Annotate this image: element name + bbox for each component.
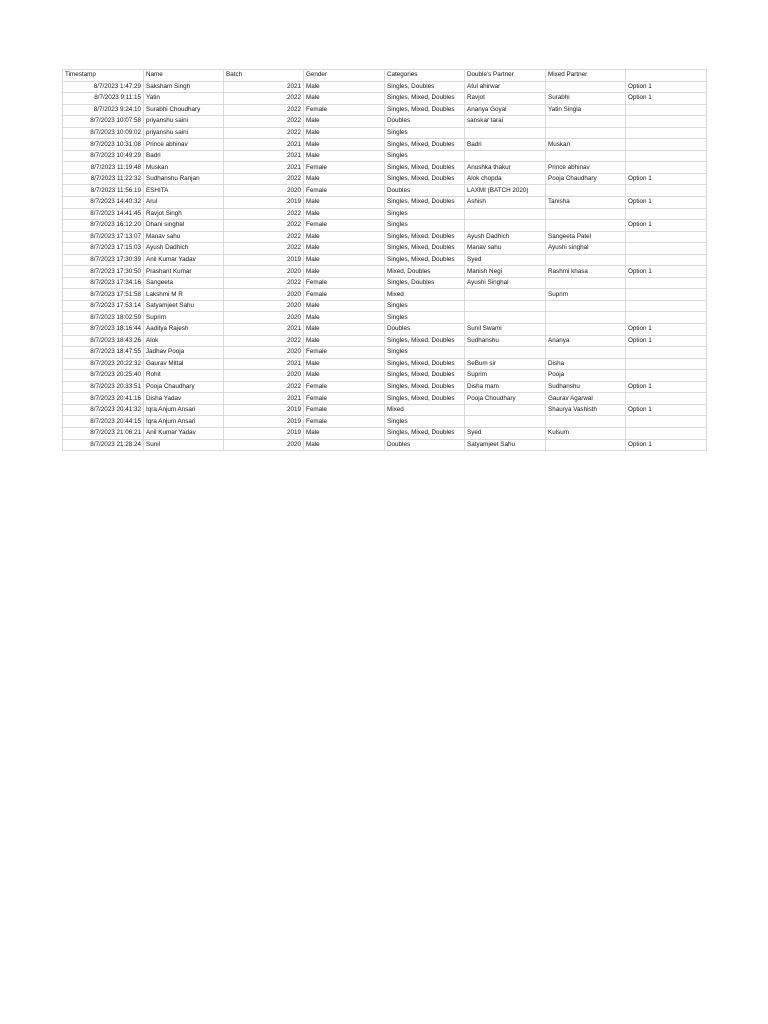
cell-doubles-partner: Ananya Goyal — [465, 104, 546, 116]
cell-doubles-partner — [465, 220, 546, 232]
cell-timestamp: 8/7/2023 18:47:55 — [63, 347, 144, 359]
table-row — [63, 150, 707, 162]
cell-batch: 2021 — [224, 139, 304, 151]
cell-name: Ravjot Singh — [144, 208, 224, 220]
cell-option: Option 1 — [626, 197, 707, 209]
cell-option — [626, 370, 707, 382]
cell-doubles-partner — [465, 312, 546, 324]
cell-name: Dhani singhal — [144, 220, 224, 232]
cell-gender: Male — [304, 324, 385, 336]
cell-timestamp: 8/7/2023 10:31:08 — [63, 139, 144, 151]
cell-option — [626, 427, 707, 439]
cell-categories: Mixed — [385, 404, 465, 416]
cell-timestamp: 8/7/2023 11:19:48 — [63, 162, 144, 174]
cell-doubles-partner — [465, 150, 546, 162]
cell-doubles-partner — [465, 300, 546, 312]
cell-timestamp: 8/7/2023 20:33:51 — [63, 381, 144, 393]
table-row — [63, 81, 707, 93]
cell-option — [626, 312, 707, 324]
cell-batch: 2020 — [224, 370, 304, 382]
cell-categories: Singles — [385, 150, 465, 162]
cell-categories: Singles, Mixed, Doubles — [385, 93, 465, 105]
cell-batch: 2022 — [224, 127, 304, 139]
cell-gender: Male — [304, 173, 385, 185]
cell-mixed-partner: Pooja Chaudhary — [546, 173, 626, 185]
cell-mixed-partner — [546, 277, 626, 289]
cell-name: Anil Kumar Yadav — [144, 427, 224, 439]
cell-option: Option 1 — [626, 335, 707, 347]
cell-timestamp: 8/7/2023 20:41:32 — [63, 404, 144, 416]
cell-gender: Female — [304, 277, 385, 289]
cell-timestamp: 8/7/2023 21:28:24 — [63, 439, 144, 451]
cell-doubles-partner: Satyamjeet Sahu — [465, 439, 546, 451]
cell-doubles-partner: sanskar tarai — [465, 116, 546, 128]
cell-timestamp: 8/7/2023 17:30:50 — [63, 266, 144, 278]
cell-gender: Female — [304, 416, 385, 428]
cell-categories: Singles, Doubles — [385, 81, 465, 93]
cell-mixed-partner: Ananya — [546, 335, 626, 347]
cell-option — [626, 289, 707, 301]
cell-batch: 2022 — [224, 231, 304, 243]
header-gender: Gender — [304, 70, 385, 82]
table-row — [63, 404, 707, 416]
cell-gender: Male — [304, 116, 385, 128]
table-row — [63, 266, 707, 278]
cell-timestamp: 8/7/2023 20:44:15 — [63, 416, 144, 428]
cell-mixed-partner — [546, 347, 626, 359]
cell-timestamp: 8/7/2023 18:43:26 — [63, 335, 144, 347]
cell-mixed-partner — [546, 416, 626, 428]
table-row — [63, 197, 707, 209]
cell-gender: Male — [304, 139, 385, 151]
cell-name: Gaurav Mittal — [144, 358, 224, 370]
cell-batch: 2022 — [224, 381, 304, 393]
cell-gender: Male — [304, 335, 385, 347]
cell-mixed-partner — [546, 254, 626, 266]
cell-option — [626, 231, 707, 243]
cell-doubles-partner: Ayush Dadhich — [465, 231, 546, 243]
cell-name: Alok — [144, 335, 224, 347]
cell-name: Ayush Dadhich — [144, 243, 224, 255]
cell-mixed-partner: Disha — [546, 358, 626, 370]
cell-batch: 2022 — [224, 173, 304, 185]
cell-categories: Singles, Mixed, Doubles — [385, 104, 465, 116]
cell-categories: Singles — [385, 220, 465, 232]
cell-categories: Singles — [385, 127, 465, 139]
cell-categories: Singles, Mixed, Doubles — [385, 162, 465, 174]
cell-option: Option 1 — [626, 404, 707, 416]
cell-batch: 2022 — [224, 104, 304, 116]
cell-timestamp: 8/7/2023 17:53:14 — [63, 300, 144, 312]
cell-mixed-partner: Sangeeta Patel — [546, 231, 626, 243]
cell-gender: Male — [304, 150, 385, 162]
sheet-body — [63, 70, 707, 451]
cell-batch: 2021 — [224, 162, 304, 174]
cell-batch: 2019 — [224, 404, 304, 416]
cell-name: Prince abhinav — [144, 139, 224, 151]
cell-option — [626, 162, 707, 174]
cell-mixed-partner: Gaurav Agarwal — [546, 393, 626, 405]
cell-name: Manav sahu — [144, 231, 224, 243]
cell-option — [626, 185, 707, 197]
cell-option — [626, 416, 707, 428]
cell-option: Option 1 — [626, 266, 707, 278]
cell-doubles-partner: Syed — [465, 427, 546, 439]
cell-name: Iqra Anjum Ansari — [144, 416, 224, 428]
cell-timestamp: 8/7/2023 18:02:59 — [63, 312, 144, 324]
cell-gender: Female — [304, 393, 385, 405]
header-categories: Categories — [385, 70, 465, 82]
cell-mixed-partner: Suprim — [546, 289, 626, 301]
table-row — [63, 370, 707, 382]
cell-categories: Singles, Mixed, Doubles — [385, 381, 465, 393]
cell-doubles-partner: Ravjot — [465, 93, 546, 105]
cell-name: priyanshu saini — [144, 127, 224, 139]
cell-batch: 2020 — [224, 185, 304, 197]
table-row — [63, 347, 707, 359]
cell-mixed-partner: Muskan — [546, 139, 626, 151]
cell-option: Option 1 — [626, 93, 707, 105]
cell-timestamp: 8/7/2023 17:51:58 — [63, 289, 144, 301]
cell-batch: 2021 — [224, 324, 304, 336]
cell-categories: Singles, Mixed, Doubles — [385, 243, 465, 255]
header-option — [626, 70, 707, 82]
cell-timestamp: 8/7/2023 11:56:19 — [63, 185, 144, 197]
cell-categories: Singles, Mixed, Doubles — [385, 254, 465, 266]
cell-timestamp: 8/7/2023 11:22:32 — [63, 173, 144, 185]
table-row — [63, 173, 707, 185]
cell-mixed-partner: Shaurya Vashisth — [546, 404, 626, 416]
cell-name: Satyamjeet Sahu — [144, 300, 224, 312]
cell-doubles-partner — [465, 347, 546, 359]
cell-batch: 2022 — [224, 335, 304, 347]
cell-gender: Male — [304, 370, 385, 382]
cell-batch: 2019 — [224, 254, 304, 266]
cell-gender: Male — [304, 127, 385, 139]
cell-categories: Singles, Mixed, Doubles — [385, 427, 465, 439]
table-row — [63, 162, 707, 174]
cell-timestamp: 8/7/2023 10:49:29 — [63, 150, 144, 162]
cell-batch: 2021 — [224, 358, 304, 370]
cell-option — [626, 347, 707, 359]
cell-categories: Doubles — [385, 324, 465, 336]
cell-timestamp: 8/7/2023 20:22:32 — [63, 358, 144, 370]
cell-timestamp: 8/7/2023 14:41:45 — [63, 208, 144, 220]
cell-timestamp: 8/7/2023 17:13:07 — [63, 231, 144, 243]
cell-doubles-partner: Atul ahirwar — [465, 81, 546, 93]
cell-name: Sangeeta — [144, 277, 224, 289]
cell-timestamp: 8/7/2023 10:09:02 — [63, 127, 144, 139]
cell-doubles-partner — [465, 289, 546, 301]
cell-option — [626, 300, 707, 312]
cell-gender: Male — [304, 208, 385, 220]
cell-doubles-partner: Pooja Choudhary — [465, 393, 546, 405]
cell-categories: Singles — [385, 312, 465, 324]
cell-mixed-partner — [546, 300, 626, 312]
cell-option — [626, 208, 707, 220]
table-row — [63, 427, 707, 439]
cell-categories: Singles — [385, 416, 465, 428]
cell-mixed-partner: Pooja — [546, 370, 626, 382]
cell-mixed-partner — [546, 81, 626, 93]
cell-name: Surabhi Choudhary — [144, 104, 224, 116]
cell-categories: Doubles — [385, 439, 465, 451]
cell-name: ESHITA — [144, 185, 224, 197]
cell-doubles-partner: Alok chopda — [465, 173, 546, 185]
cell-option — [626, 358, 707, 370]
cell-doubles-partner: Ayushi Singhal — [465, 277, 546, 289]
table-row — [63, 104, 707, 116]
cell-gender: Male — [304, 231, 385, 243]
cell-name: Sunil — [144, 439, 224, 451]
cell-doubles-partner: Anushka thakur — [465, 162, 546, 174]
cell-name: Arul — [144, 197, 224, 209]
cell-batch: 2022 — [224, 116, 304, 128]
cell-mixed-partner — [546, 324, 626, 336]
table-row — [63, 300, 707, 312]
cell-gender: Female — [304, 220, 385, 232]
cell-gender: Male — [304, 300, 385, 312]
cell-name: Iqra Anjum Ansari — [144, 404, 224, 416]
cell-categories: Singles, Mixed, Doubles — [385, 197, 465, 209]
table-row — [63, 335, 707, 347]
cell-option — [626, 393, 707, 405]
cell-timestamp: 8/7/2023 17:15:03 — [63, 243, 144, 255]
cell-doubles-partner: Ashish — [465, 197, 546, 209]
header-name: Name — [144, 70, 224, 82]
cell-categories: Mixed, Doubles — [385, 266, 465, 278]
cell-option: Option 1 — [626, 220, 707, 232]
cell-batch: 2022 — [224, 243, 304, 255]
cell-option — [626, 150, 707, 162]
cell-batch: 2022 — [224, 277, 304, 289]
cell-batch: 2020 — [224, 266, 304, 278]
cell-gender: Male — [304, 243, 385, 255]
cell-timestamp: 8/7/2023 17:30:39 — [63, 254, 144, 266]
cell-batch: 2019 — [224, 197, 304, 209]
cell-doubles-partner: SeBum sir — [465, 358, 546, 370]
cell-gender: Female — [304, 404, 385, 416]
table-row — [63, 93, 707, 105]
table-row — [63, 277, 707, 289]
cell-categories: Doubles — [385, 116, 465, 128]
cell-batch: 2021 — [224, 150, 304, 162]
cell-gender: Male — [304, 254, 385, 266]
cell-mixed-partner: Tanisha — [546, 197, 626, 209]
cell-option — [626, 104, 707, 116]
cell-mixed-partner — [546, 439, 626, 451]
cell-categories: Singles — [385, 347, 465, 359]
cell-name: Muskan — [144, 162, 224, 174]
cell-categories: Singles — [385, 208, 465, 220]
cell-doubles-partner: Badri — [465, 139, 546, 151]
cell-timestamp: 8/7/2023 1:47:29 — [63, 81, 144, 93]
cell-doubles-partner — [465, 208, 546, 220]
cell-categories: Doubles — [385, 185, 465, 197]
cell-name: Suprim — [144, 312, 224, 324]
cell-timestamp: 8/7/2023 14:40:32 — [63, 197, 144, 209]
cell-option: Option 1 — [626, 381, 707, 393]
cell-doubles-partner: Sunil Swami — [465, 324, 546, 336]
cell-batch: 2020 — [224, 300, 304, 312]
cell-categories: Singles — [385, 300, 465, 312]
header-timestamp: Timestamp — [63, 70, 144, 82]
cell-batch: 2019 — [224, 427, 304, 439]
cell-gender: Female — [304, 347, 385, 359]
cell-timestamp: 8/7/2023 17:34:16 — [63, 277, 144, 289]
cell-doubles-partner — [465, 127, 546, 139]
cell-categories: Singles, Mixed, Doubles — [385, 335, 465, 347]
cell-categories: Singles, Mixed, Doubles — [385, 370, 465, 382]
cell-doubles-partner: Syed — [465, 254, 546, 266]
cell-name: Badri — [144, 150, 224, 162]
table-row — [63, 358, 707, 370]
cell-timestamp: 8/7/2023 20:41:16 — [63, 393, 144, 405]
cell-timestamp: 8/7/2023 21:06:21 — [63, 427, 144, 439]
cell-doubles-partner: Sudhanshu — [465, 335, 546, 347]
cell-mixed-partner — [546, 185, 626, 197]
cell-name: priyanshu saini — [144, 116, 224, 128]
cell-categories: Singles, Mixed, Doubles — [385, 139, 465, 151]
cell-name: Pooja Chaudhary — [144, 381, 224, 393]
cell-gender: Male — [304, 312, 385, 324]
table-row — [63, 127, 707, 139]
cell-categories: Mixed — [385, 289, 465, 301]
cell-timestamp: 8/7/2023 9:24:10 — [63, 104, 144, 116]
cell-timestamp: 8/7/2023 10:07:58 — [63, 116, 144, 128]
table-row — [63, 289, 707, 301]
table-row — [63, 393, 707, 405]
cell-option: Option 1 — [626, 81, 707, 93]
cell-gender: Male — [304, 358, 385, 370]
header-mixed-partner: Mixed Partner — [546, 70, 626, 82]
table-row — [63, 254, 707, 266]
cell-option: Option 1 — [626, 439, 707, 451]
cell-name: Rohit — [144, 370, 224, 382]
cell-name: Yatin — [144, 93, 224, 105]
table-row — [63, 439, 707, 451]
cell-gender: Female — [304, 185, 385, 197]
cell-name: Saksham Singh — [144, 81, 224, 93]
cell-name: Anil Kumar Yadav — [144, 254, 224, 266]
cell-name: Jadhav Pooja — [144, 347, 224, 359]
table-row — [63, 381, 707, 393]
cell-mixed-partner: Kulsum — [546, 427, 626, 439]
cell-option: Option 1 — [626, 324, 707, 336]
cell-gender: Female — [304, 381, 385, 393]
cell-categories: Singles, Mixed, Doubles — [385, 173, 465, 185]
cell-doubles-partner: Suprim — [465, 370, 546, 382]
cell-name: Aaditya Rajesh — [144, 324, 224, 336]
cell-option — [626, 277, 707, 289]
cell-gender: Male — [304, 439, 385, 451]
cell-gender: Female — [304, 162, 385, 174]
cell-gender: Male — [304, 266, 385, 278]
cell-option — [626, 127, 707, 139]
cell-batch: 2020 — [224, 347, 304, 359]
cell-batch: 2020 — [224, 312, 304, 324]
cell-categories: Singles, Mixed, Doubles — [385, 393, 465, 405]
cell-gender: Male — [304, 427, 385, 439]
cell-option — [626, 243, 707, 255]
cell-mixed-partner — [546, 208, 626, 220]
cell-name: Sudhanshu Ranjan — [144, 173, 224, 185]
cell-doubles-partner — [465, 416, 546, 428]
cell-mixed-partner — [546, 116, 626, 128]
table-row — [63, 243, 707, 255]
cell-doubles-partner: Manav sahu — [465, 243, 546, 255]
cell-name: Prashant Kumar — [144, 266, 224, 278]
table-row — [63, 312, 707, 324]
cell-doubles-partner — [465, 404, 546, 416]
cell-gender: Female — [304, 104, 385, 116]
table-row — [63, 231, 707, 243]
table-row — [63, 185, 707, 197]
cell-option — [626, 116, 707, 128]
cell-gender: Female — [304, 289, 385, 301]
cell-categories: Singles, Mixed, Doubles — [385, 358, 465, 370]
cell-mixed-partner — [546, 312, 626, 324]
cell-doubles-partner: Disha mam — [465, 381, 546, 393]
cell-name: Disha Yadav — [144, 393, 224, 405]
cell-option — [626, 139, 707, 151]
cell-doubles-partner: Manish Negi — [465, 266, 546, 278]
cell-batch: 2022 — [224, 93, 304, 105]
cell-timestamp: 8/7/2023 16:12:20 — [63, 220, 144, 232]
cell-batch: 2019 — [224, 416, 304, 428]
table-row — [63, 324, 707, 336]
table-row — [63, 116, 707, 128]
registration-sheet — [62, 69, 707, 451]
cell-batch: 2022 — [224, 208, 304, 220]
cell-doubles-partner: LAXMI (BATCH 2020) — [465, 185, 546, 197]
cell-batch: 2020 — [224, 439, 304, 451]
header-row — [63, 70, 707, 82]
table-row — [63, 139, 707, 151]
cell-mixed-partner — [546, 220, 626, 232]
cell-batch: 2020 — [224, 289, 304, 301]
header-doubles-partner: Double's Partner — [465, 70, 546, 82]
table-row — [63, 208, 707, 220]
cell-name: Lakshmi M R — [144, 289, 224, 301]
cell-option — [626, 254, 707, 266]
cell-mixed-partner — [546, 127, 626, 139]
cell-categories: Singles, Mixed, Doubles — [385, 231, 465, 243]
cell-batch: 2021 — [224, 393, 304, 405]
table-row — [63, 220, 707, 232]
cell-mixed-partner: Prince abhinav — [546, 162, 626, 174]
cell-mixed-partner: Rashmi khasa — [546, 266, 626, 278]
cell-gender: Male — [304, 197, 385, 209]
header-batch: Batch — [224, 70, 304, 82]
cell-mixed-partner: Sudhanshu — [546, 381, 626, 393]
cell-mixed-partner: Ayushi singhal — [546, 243, 626, 255]
cell-batch: 2022 — [224, 220, 304, 232]
cell-mixed-partner: Yatin Singla — [546, 104, 626, 116]
cell-mixed-partner — [546, 150, 626, 162]
cell-categories: Singles, Doubles — [385, 277, 465, 289]
cell-timestamp: 8/7/2023 9:11:15 — [63, 93, 144, 105]
cell-option: Option 1 — [626, 173, 707, 185]
cell-gender: Male — [304, 81, 385, 93]
cell-timestamp: 8/7/2023 18:16:44 — [63, 324, 144, 336]
cell-batch: 2021 — [224, 81, 304, 93]
cell-mixed-partner: Surabhi — [546, 93, 626, 105]
cell-gender: Male — [304, 93, 385, 105]
table-row — [63, 416, 707, 428]
cell-timestamp: 8/7/2023 20:25:40 — [63, 370, 144, 382]
